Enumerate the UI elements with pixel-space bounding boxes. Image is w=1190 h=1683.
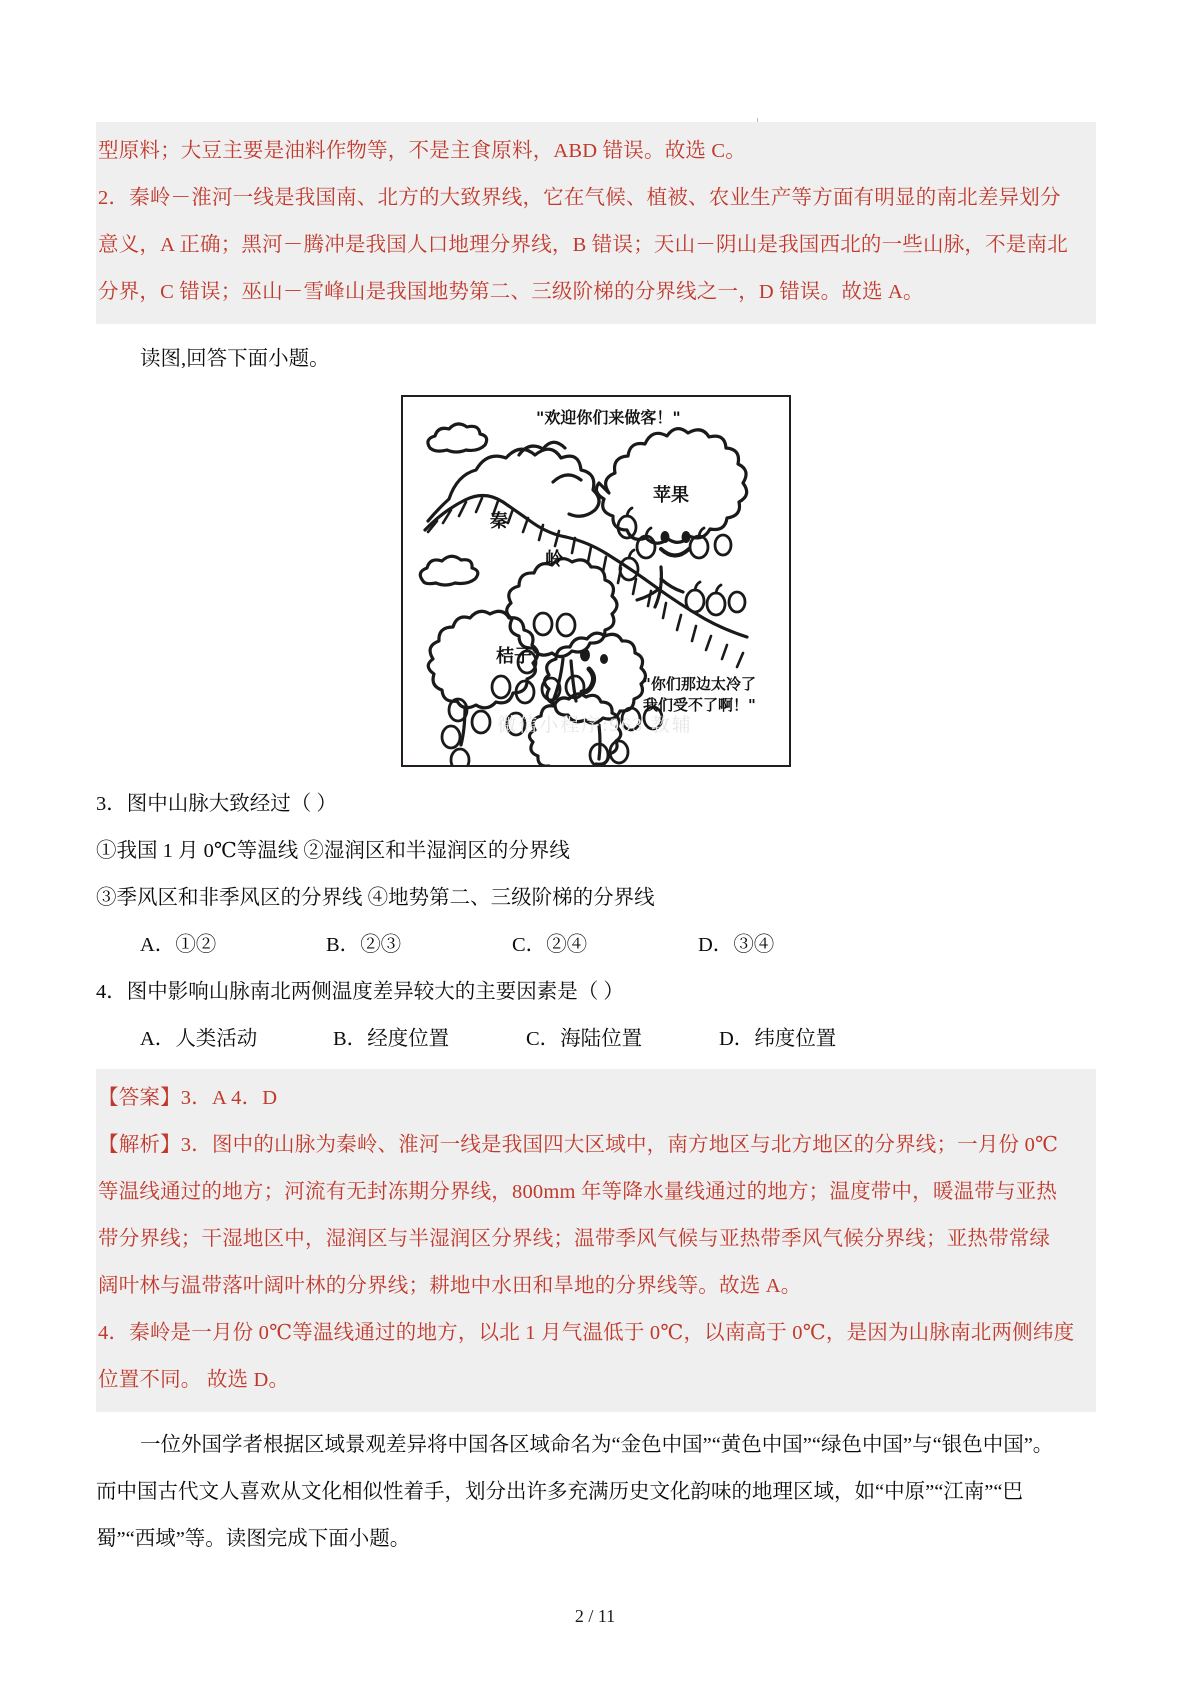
answer-analysis-block [96, 1069, 1096, 1412]
option-letter: C． [512, 934, 547, 956]
page-number: 2 / 11 [574, 1606, 616, 1626]
analysis-line: 带分界线；干湿地区中，湿润区与半湿润区分界线；温带季风气候与亚热带季风气候分界线；亚热带常绿 [98, 1228, 1051, 1250]
question-4-stem: 4．图中影响山脉南北两侧温度差异较大的主要因素是（ ） [96, 981, 624, 1003]
option-c[interactable] [526, 1016, 719, 1063]
option-text: ②④ [546, 934, 588, 956]
figure-bottom-caption-line1: "你们那边太冷了 [643, 675, 756, 693]
option-c[interactable] [512, 922, 698, 969]
reading-prompt: 读图,回答下面小题。 [140, 348, 330, 370]
option-b[interactable] [326, 922, 512, 969]
analysis-line: 阔叶林与温带落叶阔叶林的分界线；耕地中水田和旱地的分界线等。故选 A。 [98, 1275, 802, 1297]
option-letter: B． [326, 934, 361, 956]
passage-line: 蜀”“西域”等。读图完成下面小题。 [96, 1528, 411, 1550]
answer-line: 【答案】3．A 4．D [98, 1087, 278, 1109]
figure-container [96, 395, 1096, 767]
analysis-block-previous [96, 122, 1096, 324]
analysis-line: 意义，A 正确；黑河－腾冲是我国人口地理分界线，B 错误；天山－阴山是我国西北的一些山脉，不是南北 [98, 234, 1068, 256]
option-letter: A． [140, 934, 176, 956]
figure-bottom-caption-line2: 我们受不了啊！" [643, 696, 756, 714]
option-text: 人类活动 [175, 1028, 258, 1050]
analysis-line: 型原料；大豆主要是油料作物等，不是主食原料，ABD 错误。故选 C。 [98, 140, 747, 162]
page-content [96, 0, 1096, 1563]
option-text: 经度位置 [367, 1028, 450, 1050]
analysis-line: 4．秦岭是一月份 0℃等温线通过的地方，以北 1 月气温低于 0℃，以南高于 0℃，是因为山脉南北两侧纬度 [98, 1322, 1075, 1344]
analysis-line: 【解析】3．图中的山脉为秦岭、淮河一线是我国四大区域中，南方地区与北方地区的分界线；一月份 0℃ [98, 1134, 1059, 1156]
question-3-statement: ①我国 1 月 0℃等温线 ②湿润区和半湿润区的分界线 [96, 840, 570, 862]
figure-label-apple: 苹果 [653, 485, 689, 506]
option-a[interactable] [140, 922, 326, 969]
option-a[interactable] [140, 1016, 333, 1063]
page-watermark: 微信小程序:963 教辅 [497, 715, 693, 736]
option-text: ①② [175, 934, 217, 956]
question-3-stem: 3．图中山脉大致经过（ ） [96, 793, 337, 815]
passage-line: 一位外国学者根据区域景观差异将中国各区域命名为“金色中国”“黄色中国”“绿色中国”与“银色中国”。 [140, 1434, 1054, 1456]
analysis-line: 等温线通过的地方；河流有无封冻期分界线，800mm 年等降水量线通过的地方；温度带中，暖温带与亚热 [98, 1181, 1058, 1203]
option-text: ②③ [360, 934, 402, 956]
analysis-line: 位置不同。 故选 D。 [98, 1369, 290, 1391]
option-letter: B． [333, 1028, 368, 1050]
option-d[interactable] [698, 922, 884, 969]
option-letter: C． [526, 1028, 561, 1050]
analysis-line: 2．秦岭－淮河一线是我国南、北方的大致界线，它在气候、植被、农业生产等方面有明显的南北差异划分 [98, 187, 1061, 209]
option-letter: D． [698, 934, 734, 956]
figure-top-caption: "欢迎你们来做客！" [536, 408, 681, 427]
option-text: 纬度位置 [754, 1028, 837, 1050]
option-d[interactable] [719, 1016, 912, 1063]
analysis-line: 分界，C 错误；巫山－雪峰山是我国地势第二、三级阶梯的分界线之一，D 错误。故选 A。 [98, 281, 924, 303]
qinling-illustration [401, 395, 791, 767]
figure-label-ling: 岭 [545, 549, 563, 570]
option-text: ③④ [733, 934, 775, 956]
question-4-options [96, 1016, 1096, 1063]
option-b[interactable] [333, 1016, 526, 1063]
question-3-statement: ③季风区和非季风区的分界线 ④地势第二、三级阶梯的分界线 [96, 887, 655, 909]
option-text: 海陆位置 [560, 1028, 643, 1050]
option-letter: D． [719, 1028, 755, 1050]
passage-line: 而中国古代文人喜欢从文化相似性着手，划分出许多充满历史文化韵味的地理区域，如“中原”“江南”“巴 [96, 1481, 1023, 1503]
option-letter: A． [140, 1028, 176, 1050]
figure-label-orange: 桔子 [496, 646, 532, 667]
figure-label-qin: 秦 [490, 511, 508, 532]
question-3-options [96, 922, 1096, 969]
